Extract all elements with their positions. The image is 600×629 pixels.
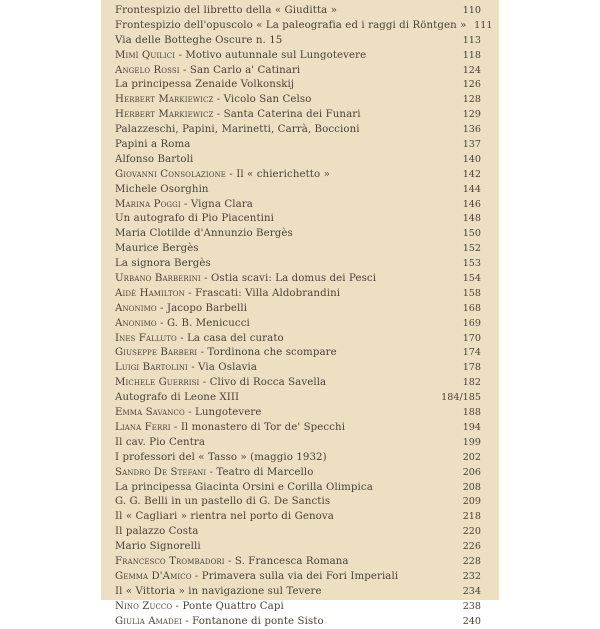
entry-text [115,64,455,79]
entry-text [115,138,455,153]
entry-title: - Clivo di Rocca Savella [199,377,327,389]
entry-title: G. G. Belli in un pastello di G. De Sanctis [115,496,331,508]
entry-page-number: 168 [462,302,481,314]
entry-text [115,19,466,34]
entry-author: Mimì Quilici [115,49,176,61]
toc-entry [115,466,481,481]
entry-page-number: 174 [462,347,481,359]
toc-entry [115,64,481,79]
entry-title: Alfonso Bartoli [115,153,194,165]
entry-page-number: 158 [462,287,481,299]
entry-text [115,600,455,615]
entry-page-number: 220 [462,526,481,538]
entry-title: La principessa Giacinta Orsini e Corilla Olimpica [115,481,373,493]
entry-title: - Motivo autunnale sul Lungotevere [175,49,367,61]
toc-entry [115,436,481,451]
entry-page-number: 182 [462,377,481,389]
toc-entry [115,540,481,555]
entry-title: Il palazzo Costa [115,526,199,538]
toc-entry [115,93,481,108]
entry-page-number: 194 [462,421,481,433]
entry-page-number: 118 [462,49,481,61]
entry-title: Maurice Bergès [115,243,199,255]
entry-author: Liana Ferri [115,421,171,433]
entry-text [115,78,455,93]
entry-text [115,212,455,227]
entry-title: - San Carlo a' Catinari [179,64,301,76]
entry-page-number: 206 [462,466,481,478]
table-of-contents [115,4,493,629]
toc-entry [115,34,481,49]
entry-text [115,466,455,481]
toc-entry [115,406,481,421]
entry-page-number: 240 [462,615,481,627]
toc-entry [115,376,481,391]
entry-title: Autografo di Leone XIII [115,392,240,404]
entry-page-number: 126 [462,79,481,91]
toc-entry [115,361,481,376]
book-page [101,0,499,627]
entry-title: La signora Bergès [115,258,211,270]
toc-entry [115,570,481,585]
entry-page-number: 152 [462,243,481,255]
entry-text [115,272,455,287]
entry-title: - Vigna Clara [180,198,253,210]
entry-page-number: 208 [462,481,481,493]
entry-title: La principessa Zenaide Volkonskij [115,79,295,91]
entry-page-number: 218 [462,511,481,523]
entry-page-number: 226 [462,541,481,553]
toc-entry [115,615,481,629]
entry-title: - Ponte Quattro Capi [172,600,284,612]
entry-page-number: 188 [462,407,481,419]
entry-text [115,183,455,198]
toc-entry [115,287,481,302]
entry-text [115,585,455,600]
entry-title: Mario Signorelli [115,541,201,553]
toc-entry [115,153,481,168]
toc-entry [115,78,481,93]
entry-author: Sandro De Stefani [115,466,207,478]
entry-author: Urbano Barberini [115,273,201,285]
toc-entry [115,525,481,540]
toc-entry [115,227,481,242]
entry-title: Via delle Botteghe Oscure n. 15 [115,34,283,46]
entry-page-number: 148 [462,213,481,225]
entry-author: Angelo Rossi [115,64,180,76]
toc-entry [115,451,481,466]
entry-page-number: 209 [462,496,481,508]
toc-entry [115,391,481,406]
entry-text [115,227,455,242]
entry-text [115,555,455,570]
entry-page-number: 113 [462,34,481,46]
entry-title: Maria Clotilde d'Annunzio Bergès [115,228,293,240]
toc-entry [115,168,481,183]
entry-text [115,451,455,466]
entry-text [115,332,455,347]
entry-author: Anonimo [115,302,157,314]
entry-author: Michele Guerrisi [115,377,200,389]
toc-entry [115,272,481,287]
entry-text [115,49,455,64]
toc-entry [115,346,481,361]
toc-entry [115,242,481,257]
entry-text [115,525,455,540]
entry-title: - Primavera sulla via dei Fori Imperiali [191,570,399,582]
entry-page-number: 234 [462,585,481,597]
entry-author: Herbert Markiewicz [115,109,214,121]
entry-author: Gemma D'Amico [115,570,192,582]
entry-text [115,436,455,451]
entry-page-number: 153 [462,258,481,270]
entry-title: I professori del « Tasso » (maggio 1932) [115,451,327,463]
entry-title: - Il monastero di Tor de' Specchi [170,421,346,433]
entry-page-number: 110 [462,5,481,16]
entry-page-number: 150 [462,228,481,240]
entry-title: - Frascati: Villa Aldobrandini [184,287,341,299]
entry-author: Giulia Amadei [115,615,182,627]
entry-page-number: 144 [462,183,481,195]
entry-page-number: 178 [462,362,481,374]
toc-entry [115,332,481,347]
entry-page-number: 228 [462,555,481,567]
entry-title: Palazzeschi, Papini, Marinetti, Carrà, Boccioni [115,124,360,136]
toc-entry [115,600,481,615]
entry-text [115,168,455,183]
toc-entry [115,138,481,153]
entry-title: - G. B. Menicucci [156,317,250,329]
entry-text [115,361,455,376]
entry-title: Papini a Roma [115,139,191,151]
entry-page-number: 136 [462,124,481,136]
toc-entry [115,302,481,317]
entry-title: - Fontanone di ponte Sisto [181,615,324,627]
entry-title: - Il « chierichetto » [226,168,330,180]
entry-page-number: 128 [462,94,481,106]
entry-page-number: 232 [462,570,481,582]
toc-entry [115,183,481,198]
entry-text [115,570,455,585]
toc-entry [115,49,481,64]
entry-text [115,4,455,19]
entry-author: Emma Savanco [115,407,185,419]
entry-author: Herbert Markiewicz [115,94,214,106]
entry-author: Giuseppe Barberi [115,347,198,359]
toc-entry [115,257,481,272]
entry-title: - Vicolo San Celso [213,94,312,106]
entry-page-number: 146 [462,198,481,210]
entry-page-number: 137 [462,139,481,151]
entry-text [115,540,455,555]
entry-author: Luigi Bartolini [115,362,188,374]
entry-author: Nino Zucco [115,600,173,612]
entry-title: Un autografo di Pio Piacentini [115,213,275,225]
toc-entry [115,123,481,138]
entry-author: Aidè Hamilton [115,287,185,299]
toc-entry [115,555,481,570]
entry-title: Il cav. Pio Centra [115,436,206,448]
entry-author: Marina Poggi [115,198,181,210]
entry-author: Giovanni Consolazione [115,168,227,180]
entry-text [115,391,437,406]
entry-page-number: 140 [462,153,481,165]
entry-title: Michele Osorghin [115,183,209,195]
toc-entry [115,317,481,332]
toc-entry [115,4,481,19]
entry-title: - La casa del curato [176,332,284,344]
entry-title: Il « Cagliari » rientra nel porto di Genova [115,511,334,523]
entry-title: - Via Oslavia [187,362,258,374]
entry-page-number: 111 [474,19,493,31]
entry-title: Frontespizio dell'opuscolo « La paleografia ed i raggi di Röntgen » [115,19,467,31]
entry-page-number: 124 [462,64,481,76]
toc-entry [115,19,493,34]
entry-title: Frontespizio del libretto della « Giuditta » [115,5,338,16]
entry-page-number: 142 [462,168,481,180]
entry-title: Il « Vittoria » in navigazione sul Tevere [115,585,322,597]
entry-title: - Tordinona che scompare [197,347,337,359]
entry-text [115,287,455,302]
entry-text [115,153,455,168]
entry-page-number: 170 [462,332,481,344]
entry-title: - Ostia scavi: La domus dei Pesci [200,273,377,285]
entry-text [115,615,455,629]
entry-text [115,421,455,436]
entry-text [115,93,455,108]
entry-page-number: 184/185 [441,392,481,404]
entry-text [115,34,455,49]
entry-author: Ines Falluto [115,332,177,344]
entry-text [115,317,455,332]
entry-page-number: 238 [462,600,481,612]
entry-page-number: 202 [462,451,481,463]
entry-text [115,302,455,317]
entry-page-number: 169 [462,317,481,329]
entry-text [115,376,455,391]
entry-text [115,346,455,361]
toc-entry [115,495,481,510]
entry-text [115,481,455,496]
entry-text [115,495,455,510]
entry-text [115,123,455,138]
entry-page-number: 154 [462,273,481,285]
toc-entry [115,212,481,227]
entry-text [115,257,455,272]
toc-entry [115,510,481,525]
entry-page-number: 199 [462,436,481,448]
toc-entry [115,585,481,600]
entry-author: Francesco Trombadori [115,555,225,567]
toc-entry [115,108,481,123]
entry-text [115,510,455,525]
entry-text [115,406,455,421]
entry-title: - S. Francesca Romana [224,555,349,567]
toc-entry [115,421,481,436]
entry-text [115,108,455,123]
entry-title: - Lungotevere [184,407,262,419]
entry-author: Anonimo [115,317,157,329]
toc-entry [115,481,481,496]
entry-title: - Jacopo Barbelli [156,302,248,314]
entry-page-number: 129 [462,109,481,121]
entry-text [115,242,455,257]
toc-entry [115,198,481,213]
entry-title: - Santa Caterina dei Funari [213,109,361,121]
entry-text [115,198,455,213]
entry-title: - Teatro di Marcello [206,466,314,478]
